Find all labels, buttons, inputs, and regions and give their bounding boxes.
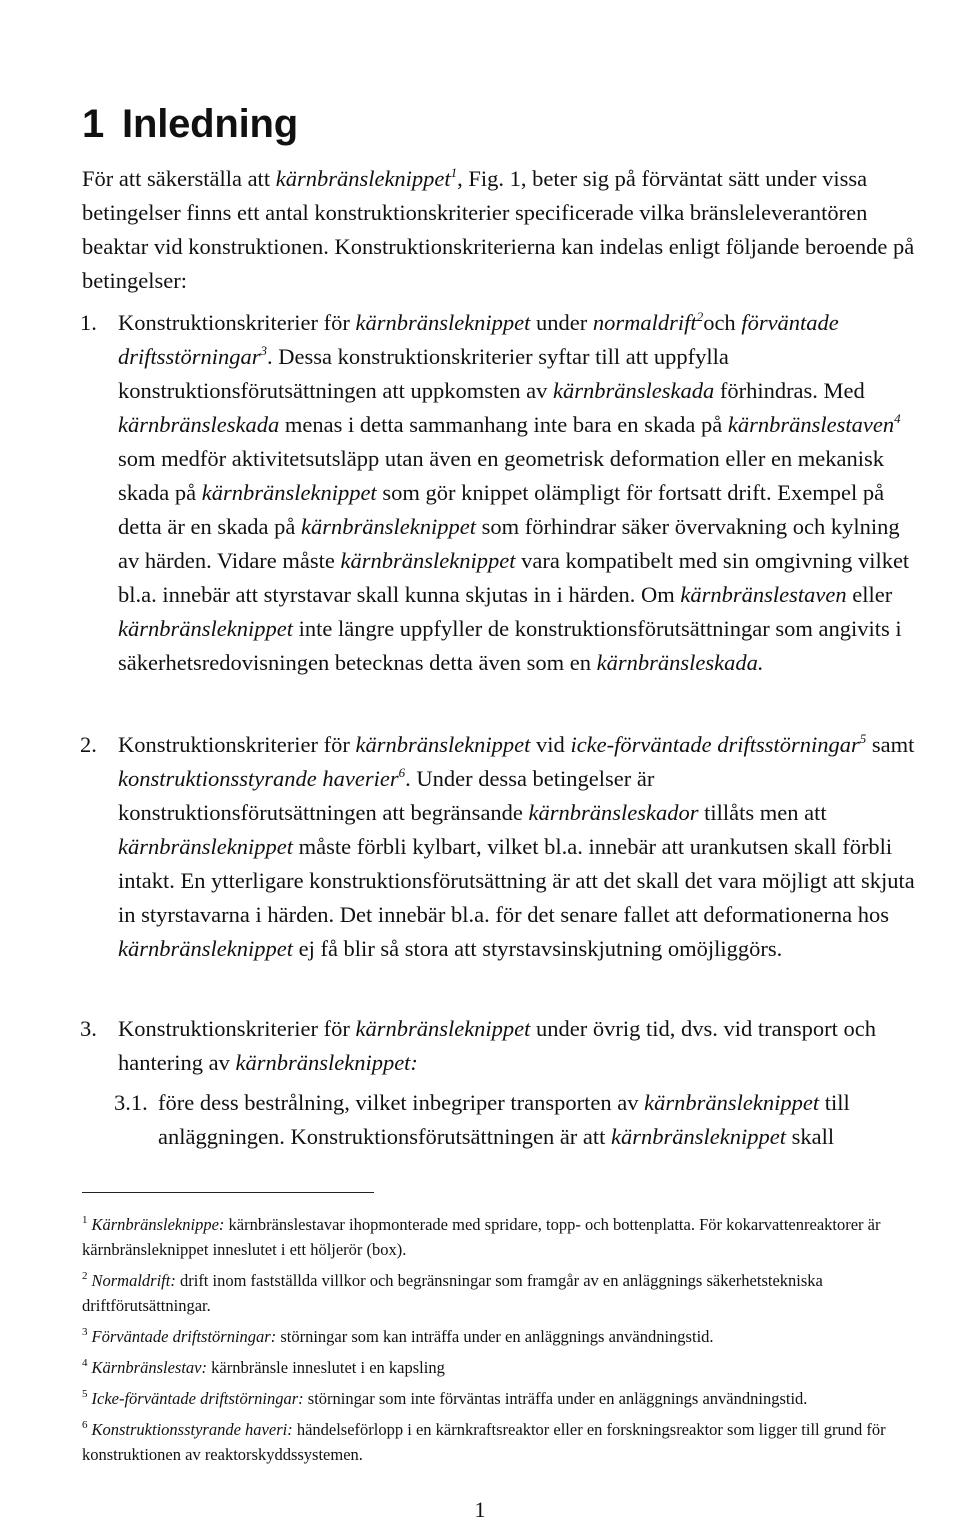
text-run: som förhindrar säker övervakning och kylning av härden. Vidare måste (118, 514, 900, 573)
text-run: . Dessa konstruktionskriterier syftar till att uppfylla konstruktionsförutsättningen att uppkomsten av (118, 344, 729, 403)
text-run: förhindras. Med (714, 378, 865, 403)
text-run: vara kompatibelt med sin omgivning vilket bl.a. innebär att styrstavar skall kunna skjutas in i härden. Om (118, 548, 910, 607)
term: normaldrift (592, 310, 697, 335)
section-title: Inledning (122, 102, 299, 146)
footnote-number: 5 (82, 1388, 88, 1400)
text-run: som gör knippet olämpligt för fortsatt drift. Exempel på detta är en skada på (118, 480, 885, 539)
text-run: tillåts men att (698, 800, 827, 825)
term: kärnbränsleknippet (201, 480, 377, 505)
term: kärnbränsleknippet (118, 936, 293, 961)
term: kärnbränsleknippet (340, 548, 516, 573)
term: kärnbränsleknippet (301, 514, 477, 539)
sub-list-item-number: 3.1. (114, 1090, 148, 1115)
footnote-number: 2 (82, 1270, 88, 1282)
term: icke-förväntade driftsstörningar (570, 732, 860, 757)
text-run: Konstruktionskriterier för (118, 310, 356, 335)
page-number: 1 (474, 1497, 486, 1522)
text-run: menas i detta sammanhang inte bara en skada på (279, 412, 728, 437)
list-item (80, 306, 918, 680)
footnote-number: 6 (82, 1419, 88, 1431)
text-run: samt (866, 732, 915, 757)
footnote (82, 1355, 922, 1380)
text-run: . Under dessa betingelser är konstruktionsförutsättningen att begränsande (118, 766, 655, 825)
footnote-ref: 1 (450, 165, 458, 180)
section-heading (82, 104, 298, 144)
text-run: till anläggningen. Konstruktionsförutsättningen är att (158, 1090, 850, 1149)
text-run: ej få blir så stora att styrstavsinskjutning omöjliggörs. (292, 936, 783, 961)
footnote (82, 1417, 922, 1467)
text-run: eller (846, 582, 893, 607)
term: kärnbränsleskador (528, 800, 699, 825)
footnote-ref: 2 (696, 309, 704, 324)
term: förväntade driftsstörningar (118, 310, 839, 369)
text-run: som medför aktivitetsutsläpp utan även en geometrisk deformation eller en mekanisk skada på (118, 446, 885, 505)
term: kärnbränsleknippet (355, 310, 531, 335)
footnote (82, 1324, 922, 1349)
term: kärnbränsleknippet (611, 1124, 787, 1149)
term: konstruktionsstyrande haverier (118, 766, 399, 791)
text-run: , Fig. 1, beter sig på förväntat sätt under vissa betingelser finns ett antal konstruktionskriterier specificerade vilka bränsleleverantören beaktar vid konstruktionen. Konstruktionskriterierna kan indelas enligt följande beroende på betingelser: (82, 166, 915, 293)
footnote-term: Kärnbränsleknippe: (91, 1215, 225, 1234)
text-run: vid (530, 732, 571, 757)
footnote-ref: 6 (398, 765, 406, 780)
text-run: under övrig tid, dvs. vid transport och hantering av (118, 1016, 876, 1075)
footnote-term: Icke-förväntade driftstörningar: (91, 1389, 304, 1408)
footnote-ref: 5 (859, 731, 867, 746)
term: kärnbränsleskada (552, 378, 715, 403)
term: kärnbränsleknippet (118, 616, 293, 641)
term: kärnbränsleknippet (118, 834, 293, 859)
footnote (82, 1212, 922, 1262)
term: kärnbränsleskada. (596, 650, 764, 675)
footnote-ref: 3 (260, 343, 268, 358)
footnote (82, 1268, 922, 1318)
term: kärnbränslestaven (727, 412, 895, 437)
term: kärnbränslestaven (680, 582, 847, 607)
footnote-number: 4 (82, 1357, 88, 1369)
footnote-term: Förväntade driftstörningar: (91, 1327, 277, 1346)
footnote (82, 1386, 922, 1411)
term: kärnbränsleknippet (275, 166, 451, 191)
text-run: under (530, 310, 593, 335)
text-run: För att säkerställa att (82, 166, 276, 191)
footnote-ref: 4 (894, 411, 901, 426)
footnote-term: Normaldrift: (91, 1271, 176, 1290)
list-item (80, 728, 918, 966)
term: kärnbränsleknippet (644, 1090, 820, 1115)
text-run: före dess bestrålning, vilket inbegriper transporten av (158, 1090, 645, 1115)
list-item-number: 2. (80, 732, 97, 757)
text-run: Konstruktionskriterier för (118, 732, 356, 757)
section-number: 1 (82, 102, 105, 146)
footnote-term: Kärnbränslestav: (91, 1358, 207, 1377)
text-run: Konstruktionskriterier för (118, 1016, 356, 1041)
intro-paragraph (82, 162, 922, 298)
footnote-text: kärnbränsle inneslutet i en kapsling (207, 1358, 445, 1377)
term: kärnbränsleknippet: (235, 1050, 418, 1075)
footnote-number: 1 (82, 1214, 88, 1226)
text-run: inte längre uppfyller de konstruktionsförutsättningar som angivits i säkerhetsredovisningen betecknas detta även som en (118, 616, 902, 675)
text-run: skall (786, 1124, 835, 1149)
footnote-text: kärnbränslestavar ihopmonterade med spridare, topp- och bottenplatta. För kokarvattenreaktorer är kärnbränsleknippet inneslutet i ett höljerör (box). (82, 1215, 881, 1259)
footnote-text: störningar som kan inträffa under en anläggnings användningstid. (276, 1327, 714, 1346)
footnotes (82, 1212, 922, 1473)
footnote-text: händelseförlopp i en kärnkraftsreaktor eller en forskningsreaktor som ligger till grund för konstruktionen av reaktorskyddssystemen. (82, 1420, 886, 1464)
sub-list-item (114, 1086, 918, 1154)
footnote-term: Konstruktionsstyrande haveri: (91, 1420, 293, 1439)
term: kärnbränsleskada (118, 412, 280, 437)
footnote-text: drift inom fastställda villkor och begränsningar som framgår av en anläggnings säkerhetstekniska driftförutsättningar. (82, 1271, 823, 1315)
list-item (80, 1012, 918, 1080)
term: kärnbränsleknippet (355, 732, 531, 757)
list-item-number: 3. (80, 1016, 97, 1041)
list-item-number: 1. (80, 310, 97, 335)
term: kärnbränsleknippet (355, 1016, 531, 1041)
footnote-text: störningar som inte förväntas inträffa under en anläggnings användningstid. (303, 1389, 808, 1408)
text-run: och (703, 310, 742, 335)
text-run: måste förbli kylbart, vilket bl.a. innebär att urankutsen skall förbli intakt. En ytterligare konstruktionsförutsättning är att det skall det vara möjligt att skjuta in styrstavarna i härden. Det innebär bl.a. för det senare fallet att deformationerna hos (118, 834, 915, 927)
footnote-number: 3 (82, 1326, 88, 1338)
footnote-separator (82, 1192, 374, 1193)
